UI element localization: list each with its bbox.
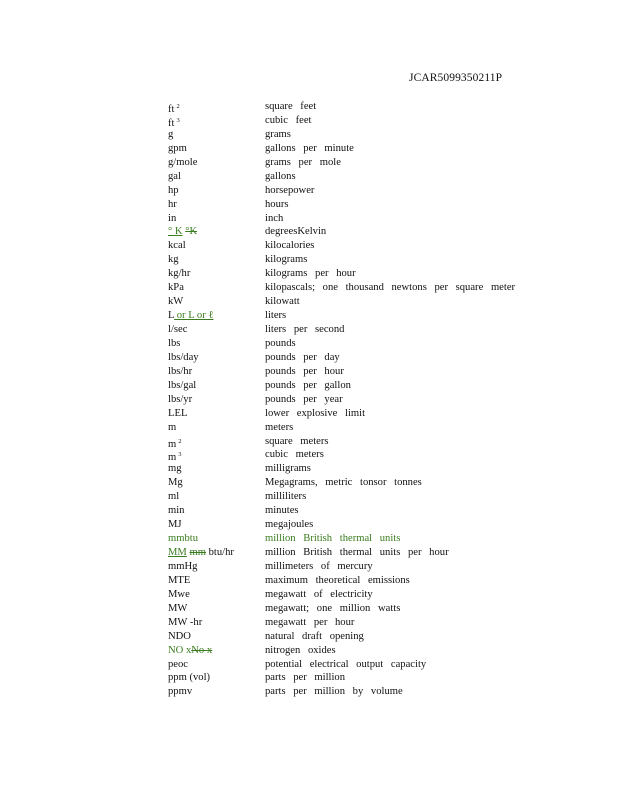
abbreviation-row: [168, 309, 588, 323]
abbreviation-definition: megawatt; one million watts: [265, 602, 401, 614]
abbreviation-term: [168, 658, 188, 672]
abbreviation-term: [168, 532, 198, 546]
superscript: 2: [178, 437, 182, 445]
abbreviation-term-text: hr: [168, 198, 177, 210]
abbreviation-definition: hours: [265, 198, 289, 210]
abbreviation-term-part: x: [183, 644, 192, 656]
abbreviation-row: [168, 630, 588, 644]
abbreviation-term-part: btu/hr: [205, 547, 234, 558]
abbreviation-term: [168, 546, 234, 560]
abbreviation-definition: cubic feet: [265, 114, 312, 126]
abbreviation-row: [168, 253, 588, 267]
superscript: 3: [176, 116, 180, 124]
abbreviation-definition: million British thermal units: [265, 533, 401, 545]
abbreviation-term-part: mm: [189, 547, 206, 558]
abbreviation-term-text: g/mole: [168, 156, 198, 168]
abbreviation-term-text: MW -hr: [168, 616, 203, 628]
abbreviation-term: [168, 198, 177, 212]
abbreviation-term: [168, 685, 192, 699]
abbreviation-term-part: L: [168, 310, 175, 322]
abbreviation-row: [168, 421, 588, 435]
abbreviation-row: [168, 184, 588, 198]
abbreviation-definition: pounds per year: [265, 393, 343, 405]
abbreviation-row: [168, 100, 588, 114]
abbreviation-definition: megawatt per hour: [265, 616, 355, 628]
abbreviation-term-text: LEL: [168, 407, 188, 419]
abbreviation-definition: maximum theoretical emissions: [265, 574, 410, 586]
abbreviation-row: [168, 504, 588, 518]
abbreviation-row: [168, 546, 588, 560]
abbreviation-definition: parts per million by volume: [265, 686, 403, 698]
abbreviation-row: [168, 476, 588, 490]
abbreviation-row: [168, 490, 588, 504]
document-id: JCAR5099350211P: [409, 72, 503, 84]
abbreviation-term-text: m: [168, 438, 177, 450]
abbreviation-list: [168, 100, 588, 699]
abbreviation-term: [168, 225, 197, 239]
abbreviation-term-part: NO: [168, 644, 184, 656]
abbreviation-definition: pounds: [265, 337, 296, 349]
abbreviation-row: [168, 156, 588, 170]
abbreviation-term-text: hp: [168, 184, 179, 196]
abbreviation-definition: cubic meters: [265, 449, 324, 461]
abbreviation-term-text: MTE: [168, 574, 191, 586]
abbreviation-term-text: ft: [168, 104, 175, 115]
abbreviation-term: [168, 630, 191, 644]
abbreviation-term: [168, 588, 190, 602]
abbreviation-definition: megajoules: [265, 519, 314, 531]
abbreviation-row: [168, 588, 588, 602]
abbreviation-definition: millimeters of mercury: [265, 560, 373, 572]
abbreviation-row: [168, 198, 588, 212]
abbreviation-term: [168, 504, 184, 518]
abbreviation-definition: milliliters: [265, 491, 307, 503]
abbreviation-term: [168, 128, 173, 142]
abbreviation-term: [168, 142, 187, 156]
abbreviation-term: [168, 323, 187, 337]
abbreviation-term-part: No x: [191, 644, 213, 656]
abbreviation-term: [168, 462, 182, 476]
abbreviation-term: [168, 602, 187, 616]
abbreviation-term-part: or L or ℓ: [174, 310, 214, 322]
abbreviation-term-text: gal: [168, 170, 181, 182]
abbreviation-row: [168, 574, 588, 588]
abbreviation-row: [168, 462, 588, 476]
abbreviation-row: [168, 114, 588, 128]
abbreviation-term-text: ppmv: [168, 686, 193, 698]
abbreviation-term-text: kg: [168, 254, 179, 266]
abbreviation-row: [168, 407, 588, 421]
abbreviation-term-text: kW: [168, 296, 184, 308]
abbreviation-term-text: kPa: [168, 282, 184, 294]
abbreviation-term-part: °K: [185, 226, 198, 238]
abbreviation-definition: inch: [265, 212, 284, 224]
abbreviation-term: [168, 295, 183, 309]
abbreviation-term-text: Mg: [168, 477, 183, 489]
abbreviation-row: [168, 560, 588, 574]
abbreviation-row: [168, 267, 588, 281]
superscript: 2: [176, 103, 180, 110]
abbreviation-definition: milligrams: [265, 463, 311, 475]
abbreviation-definition: potential electrical output capacity: [265, 658, 427, 670]
abbreviation-term-text: lbs/yr: [168, 393, 193, 405]
abbreviation-definition: square meters: [265, 435, 329, 447]
abbreviation-term: [168, 170, 181, 184]
abbreviation-definition: kilocalories: [265, 240, 315, 252]
abbreviation-definition: meters: [265, 421, 294, 433]
abbreviation-term: [168, 379, 196, 393]
abbreviation-definition: million British thermal units per hour: [265, 547, 449, 558]
abbreviation-definition: gallons per minute: [265, 142, 354, 154]
abbreviation-term: [168, 365, 192, 379]
abbreviation-definition: grams per mole: [265, 156, 341, 168]
abbreviation-term: [168, 253, 179, 267]
abbreviation-row: [168, 448, 588, 462]
abbreviation-term: [168, 421, 176, 435]
abbreviation-term: [168, 644, 212, 658]
abbreviation-term: [168, 560, 197, 574]
abbreviation-row: [168, 295, 588, 309]
abbreviation-definition: parts per million: [265, 672, 346, 684]
abbreviation-definition: minutes: [265, 505, 299, 517]
abbreviation-definition: lower explosive limit: [265, 407, 366, 419]
abbreviation-term-text: mmbtu: [168, 533, 199, 545]
abbreviation-row: [168, 658, 588, 672]
abbreviation-term-text: kg/hr: [168, 268, 191, 280]
abbreviation-row: [168, 518, 588, 532]
abbreviation-term: [168, 407, 187, 421]
abbreviation-term: [168, 337, 180, 351]
abbreviation-definition: grams: [265, 128, 291, 140]
abbreviation-row: [168, 239, 588, 253]
abbreviation-term-text: peoc: [168, 658, 188, 670]
abbreviation-term: [168, 671, 210, 685]
abbreviation-term-text: MW: [168, 602, 188, 614]
abbreviation-term-text: m: [168, 452, 177, 464]
abbreviation-term: [168, 184, 179, 198]
abbreviation-row: [168, 365, 588, 379]
abbreviation-definition: kilograms: [265, 254, 308, 266]
abbreviation-row: [168, 671, 588, 685]
abbreviation-row: [168, 128, 588, 142]
abbreviation-term-part: ° K: [168, 226, 183, 238]
abbreviation-definition: square feet: [265, 101, 317, 112]
abbreviation-term-text: Mwe: [168, 588, 190, 600]
abbreviation-term: [168, 490, 179, 504]
abbreviation-term-text: lbs: [168, 337, 181, 349]
abbreviation-row: [168, 142, 588, 156]
abbreviation-row: [168, 323, 588, 337]
abbreviation-row: [168, 212, 588, 226]
abbreviation-row: [168, 685, 588, 699]
abbreviation-row: [168, 281, 588, 295]
abbreviation-term-text: min: [168, 505, 185, 517]
abbreviation-row: [168, 225, 588, 239]
superscript: 3: [178, 451, 182, 459]
abbreviation-term: [168, 239, 186, 253]
abbreviation-definition: nitrogen oxides: [265, 644, 336, 656]
abbreviation-term: [168, 156, 197, 170]
abbreviation-term-text: m: [168, 421, 177, 433]
abbreviation-term: [168, 351, 199, 365]
abbreviation-row: [168, 532, 588, 546]
abbreviation-term-text: kcal: [168, 240, 186, 252]
abbreviation-term: [168, 518, 182, 532]
abbreviation-term: [168, 281, 184, 295]
abbreviation-term-text: lbs/hr: [168, 365, 193, 377]
abbreviation-definition: megawatt of electricity: [265, 588, 373, 600]
abbreviation-term-text: l/sec: [168, 324, 188, 335]
abbreviation-term: [168, 476, 183, 490]
abbreviation-term: [168, 393, 192, 407]
abbreviation-term-text: NDO: [168, 630, 191, 642]
abbreviation-row: [168, 616, 588, 630]
abbreviation-row: [168, 170, 588, 184]
abbreviation-definition: natural draft opening: [265, 630, 364, 642]
abbreviation-term-text: g: [168, 128, 174, 140]
abbreviation-definition: pounds per gallon: [265, 379, 351, 391]
abbreviation-row: [168, 435, 588, 449]
abbreviation-term-text: lbs/day: [168, 351, 199, 363]
abbreviation-definition: liters: [265, 310, 287, 322]
abbreviation-term-text: mmHg: [168, 560, 198, 572]
abbreviation-definition: Megagrams, metric tonsor tonnes: [265, 477, 422, 489]
abbreviation-term-text: in: [168, 212, 177, 224]
abbreviation-definition: kilowatt: [265, 296, 300, 308]
abbreviation-row: [168, 393, 588, 407]
abbreviation-definition: kilopascals; one thousand newtons per square meter: [265, 282, 516, 294]
abbreviation-term-part: MM: [168, 547, 187, 558]
abbreviation-term-text: ft: [168, 117, 175, 129]
abbreviation-row: [168, 602, 588, 616]
abbreviation-definition: pounds per day: [265, 351, 340, 363]
abbreviation-row: [168, 337, 588, 351]
abbreviation-definition: gallons: [265, 170, 296, 182]
abbreviation-definition: degreesKelvin: [265, 226, 327, 238]
abbreviation-term-text: ppm (vol): [168, 672, 211, 684]
abbreviation-term-text: gpm: [168, 142, 187, 154]
abbreviation-definition: kilograms per hour: [265, 268, 356, 280]
abbreviation-term-text: lbs/gal: [168, 379, 197, 391]
abbreviation-term: [168, 309, 213, 323]
abbreviation-term: [168, 267, 190, 281]
abbreviation-term-text: MJ: [168, 519, 182, 531]
abbreviation-term-text: mg: [168, 463, 182, 475]
abbreviation-term: [168, 212, 176, 226]
abbreviation-definition: pounds per hour: [265, 365, 344, 377]
abbreviation-definition: horsepower: [265, 184, 315, 196]
abbreviation-term: [168, 574, 190, 588]
abbreviation-row: [168, 379, 588, 393]
abbreviation-row: [168, 644, 588, 658]
abbreviation-term-text: ml: [168, 491, 180, 503]
abbreviation-term: [168, 616, 202, 630]
abbreviation-row: [168, 351, 588, 365]
abbreviation-definition: liters per second: [265, 324, 345, 335]
